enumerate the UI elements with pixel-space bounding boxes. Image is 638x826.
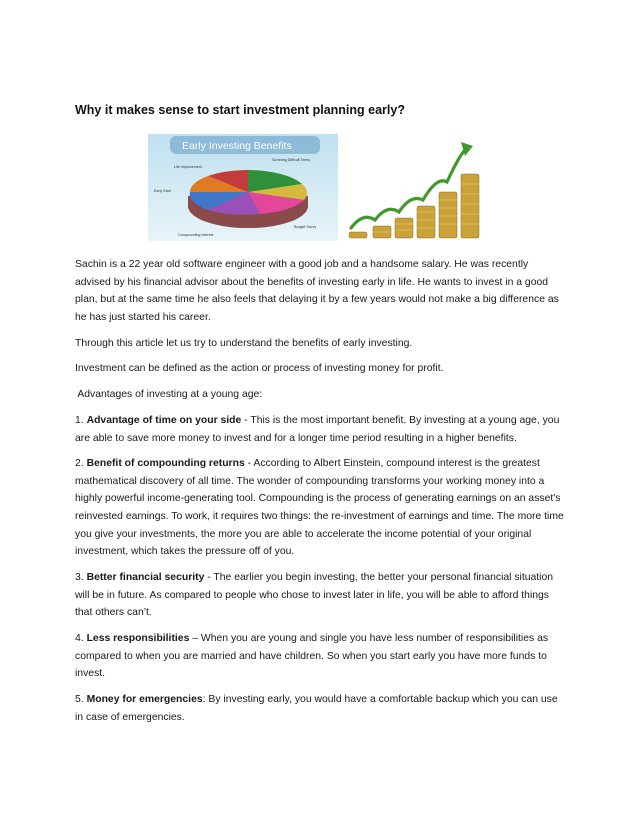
pie-label: Budget Savvy <box>294 225 317 229</box>
advantage-title: Advantage of time on your side <box>86 414 242 426</box>
advantage-item: 5. Money for emergencies: By investing early, you would have a comfortable backup which you can use in case of emergencies. <box>75 693 558 723</box>
advantage-item: 4. Less responsibilities – When you are young and single you have less number of responsibilities as compared to when you are married and have children. So when you start early you have more funds to invest. <box>75 633 549 680</box>
advantage-item: 2. Benefit of compounding returns - According to Albert Einstein, compound interest is the greatest mathematical discovery of all time. The wonder of compounding transforms your working money into a highly powerful income-generating tool. Compounding is the process of generating earnings on an asset's reinvested earnings. To work, it requires two things: the re-investment of earnings and time. The more time you give your investments, the more you are able to accelerate the income potential of your original investment, which takes the pressure off of you. <box>75 458 564 558</box>
definition-paragraph: Investment can be defined as the action or process of investing money for profit. <box>75 363 444 375</box>
advantage-item: 3. Better financial security - The earlier you begin investing, the better your personal financial situation will be in future. As compared to people who chose to invest later in life, you will be able to afford things that others can’t. <box>75 572 554 619</box>
advantage-title: Less responsibilities <box>86 633 190 644</box>
pie-label: Compounding Interest <box>178 233 214 237</box>
pie-label: Surviving Difficult Times <box>272 158 311 162</box>
article-title: Why it makes sense to start investment planning early? <box>75 103 405 117</box>
advantage-item: 1. Advantage of time on your side - This is the most important benefit. By investing at a young age, you are able to save more money to invest and for a longer time period resulting in a higher benefits. <box>75 414 560 444</box>
advantage-title: Better financial security <box>86 572 205 584</box>
early-investing-benefits-image <box>148 134 338 241</box>
advantage-title: Benefit of compounding returns <box>86 458 245 470</box>
advantages-heading: Advantages of investing at a young age: <box>75 389 263 401</box>
advantage-title: Money for emergencies <box>86 693 203 705</box>
pie-chart-title: Early Investing Benefits <box>182 140 292 152</box>
pie-label: Life Improvement <box>174 165 202 169</box>
article-body <box>75 256 565 734</box>
pie-label: Early Start <box>154 189 171 193</box>
purpose-paragraph: Through this article let us try to understand the benefits of early investing. <box>75 337 413 349</box>
stacked-coins-growth-arrow-icon <box>343 134 483 245</box>
intro-paragraph: Sachin is a 22 year old software engineer with a good job and a handsome salary. He was recently advised by his financial advisor about the benefits of investing early in life. He wants to invest in a good plan, but at the same time he also feels that delaying it by a few years would not make a big difference as he has just started his career. <box>75 259 559 323</box>
